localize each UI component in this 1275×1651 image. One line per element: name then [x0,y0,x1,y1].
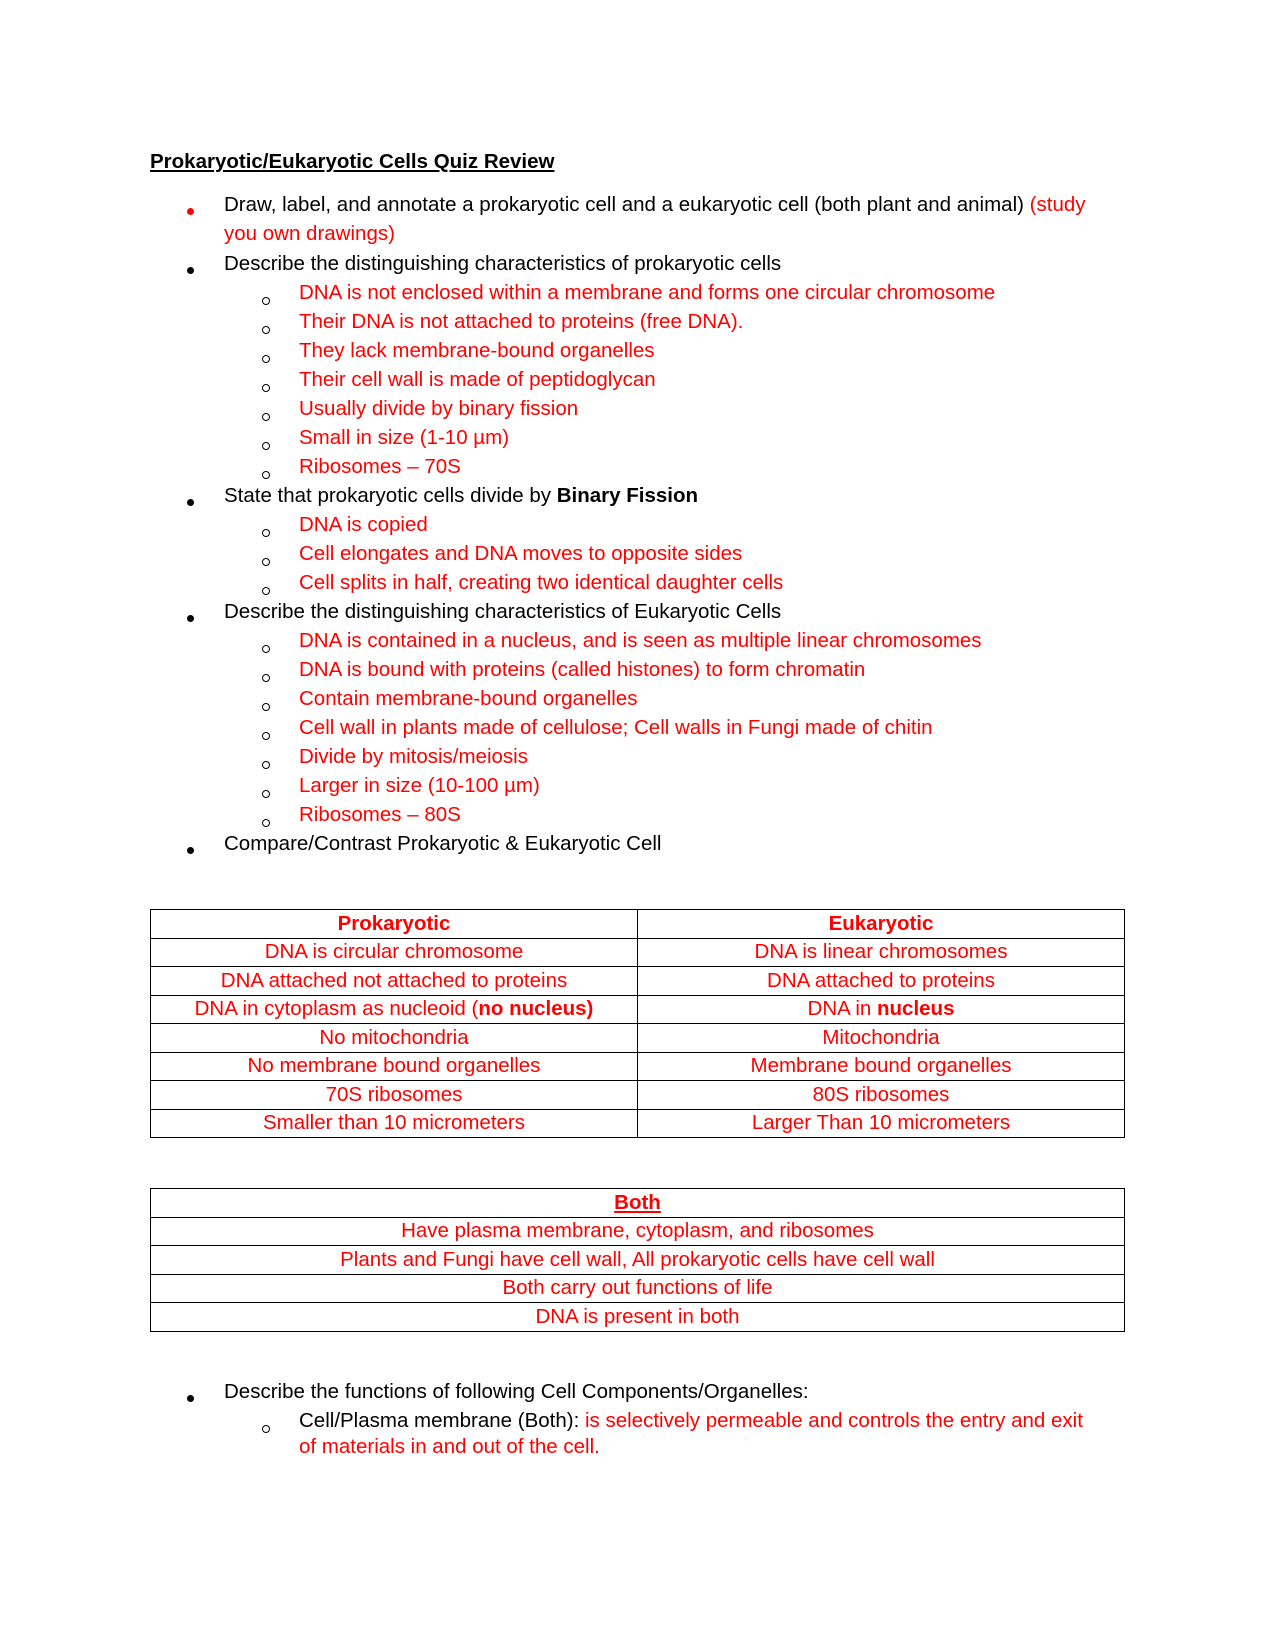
sub-item: Cell elongates and DNA moves to opposite sides [299,542,743,565]
circle-bullet-icon [262,674,270,682]
sub-item: Larger in size (10-100 µm) [299,774,540,797]
bold-term: Binary Fission [556,484,698,507]
bullet-icon [187,847,194,854]
table-cell: DNA attached not attached to proteins [151,967,638,996]
sub-item: Contain membrane-bound organelles [299,687,638,710]
bold-term: nucleus [877,997,955,1021]
column-header-both: Both [151,1189,1125,1218]
table-row [151,1217,1125,1246]
table-row [151,1081,1125,1110]
table-cell: DNA is linear chromosomes [638,938,1125,967]
sub-item: Cell wall in plants made of cellulose; Cell walls in Fungi made of chitin [299,716,933,739]
sub-item: Ribosomes – 70S [299,455,461,478]
bullet-icon [187,615,194,622]
bullet-text: State that prokaryotic cells divide by [224,484,552,507]
bullet-icon [187,208,194,215]
circle-bullet-icon [262,384,270,392]
organelle-label: Cell/Plasma membrane (Both): [299,1409,580,1432]
table-cell: Membrane bound organelles [638,1052,1125,1081]
table-cell: DNA attached to proteins [638,967,1125,996]
bullet-item-compare: Compare/Contrast Prokaryotic & Eukaryotic Cell [224,832,662,855]
table-cell: DNA is present in both [151,1303,1125,1332]
cell-text: DNA in cytoplasm as nucleoid ( [194,997,479,1021]
table-row [151,1024,1125,1053]
compare-table [150,909,1125,1138]
bullet-item-eukaryotic: Describe the distinguishing characteristics of Eukaryotic Cells [224,600,782,623]
table-header-row [151,1189,1125,1218]
sub-item: DNA is contained in a nucleus, and is seen as multiple linear chromosomes [299,629,982,652]
both-table [150,1188,1125,1332]
table-cell: DNA is circular chromosome [151,938,638,967]
sub-item-plasma-membrane [299,1408,1083,1434]
bullet-icon [187,267,194,274]
sub-item: DNA is bound with proteins (called histones) to form chromatin [299,658,866,681]
column-header-prokaryotic: Prokaryotic [151,910,638,939]
bullet-item-draw [224,192,1086,218]
table-row [151,1246,1125,1275]
circle-bullet-icon [262,587,270,595]
bullet-text: Draw, label, and annotate a prokaryotic cell and a eukaryotic cell (both plant and animal) [224,193,1024,216]
table-cell: 80S ribosomes [638,1081,1125,1110]
sub-item: They lack membrane-bound organelles [299,339,655,362]
circle-bullet-icon [262,790,270,798]
sub-item: Ribosomes – 80S [299,803,461,826]
circle-bullet-icon [262,558,270,566]
circle-bullet-icon [262,703,270,711]
answer-text: (study [1029,193,1086,216]
answer-text-continued: you own drawings) [224,222,395,245]
sub-item: DNA is copied [299,513,428,536]
table-cell: Mitochondria [638,1024,1125,1053]
circle-bullet-icon [262,355,270,363]
table-row [151,1303,1125,1332]
circle-bullet-icon [262,529,270,537]
circle-bullet-icon [262,326,270,334]
sub-item: DNA is not enclosed within a membrane and forms one circular chromosome [299,281,996,304]
circle-bullet-icon [262,413,270,421]
table-cell: Plants and Fungi have cell wall, All prokaryotic cells have cell wall [151,1246,1125,1275]
answer-text: is selectively permeable and controls the entry and exit [584,1409,1083,1432]
circle-bullet-icon [262,297,270,305]
table-cell [638,995,1125,1024]
table-row [151,938,1125,967]
page-title: Prokaryotic/Eukaryotic Cells Quiz Review [150,150,555,173]
bullet-item-binary-fission [224,483,698,509]
bullet-icon [187,1395,194,1402]
table-row [151,995,1125,1024]
circle-bullet-icon [262,732,270,740]
sub-item: Their DNA is not attached to proteins (free DNA). [299,310,744,333]
sub-item: Their cell wall is made of peptidoglycan [299,368,656,391]
table-cell: No membrane bound organelles [151,1052,638,1081]
table-row [151,1109,1125,1138]
circle-bullet-icon [262,471,270,479]
sub-item: Usually divide by binary fission [299,397,579,420]
circle-bullet-icon [262,761,270,769]
bold-term: no nucleus) [478,997,594,1021]
sub-item: Small in size (1-10 µm) [299,426,510,449]
table-header-row [151,910,1125,939]
circle-bullet-icon [262,645,270,653]
table-row [151,967,1125,996]
table-cell: 70S ribosomes [151,1081,638,1110]
cell-text: DNA in [807,997,878,1021]
bullet-item-functions: Describe the functions of following Cell Components/Organelles: [224,1380,809,1403]
circle-bullet-icon [262,819,270,827]
table-row [151,1274,1125,1303]
column-header-eukaryotic: Eukaryotic [638,910,1125,939]
table-cell: Both carry out functions of life [151,1274,1125,1303]
table-cell: Smaller than 10 micrometers [151,1109,638,1138]
bullet-item-prokaryotic: Describe the distinguishing characteristics of prokaryotic cells [224,252,782,275]
answer-text-continued: of materials in and out of the cell. [299,1435,600,1458]
bullet-icon [187,499,194,506]
circle-bullet-icon [262,442,270,450]
circle-bullet-icon [262,1425,270,1433]
table-cell [151,995,638,1024]
sub-item: Divide by mitosis/meiosis [299,745,528,768]
table-cell: Have plasma membrane, cytoplasm, and ribosomes [151,1217,1125,1246]
table-cell: No mitochondria [151,1024,638,1053]
table-row [151,1052,1125,1081]
sub-item: Cell splits in half, creating two identical daughter cells [299,571,784,594]
table-cell: Larger Than 10 micrometers [638,1109,1125,1138]
